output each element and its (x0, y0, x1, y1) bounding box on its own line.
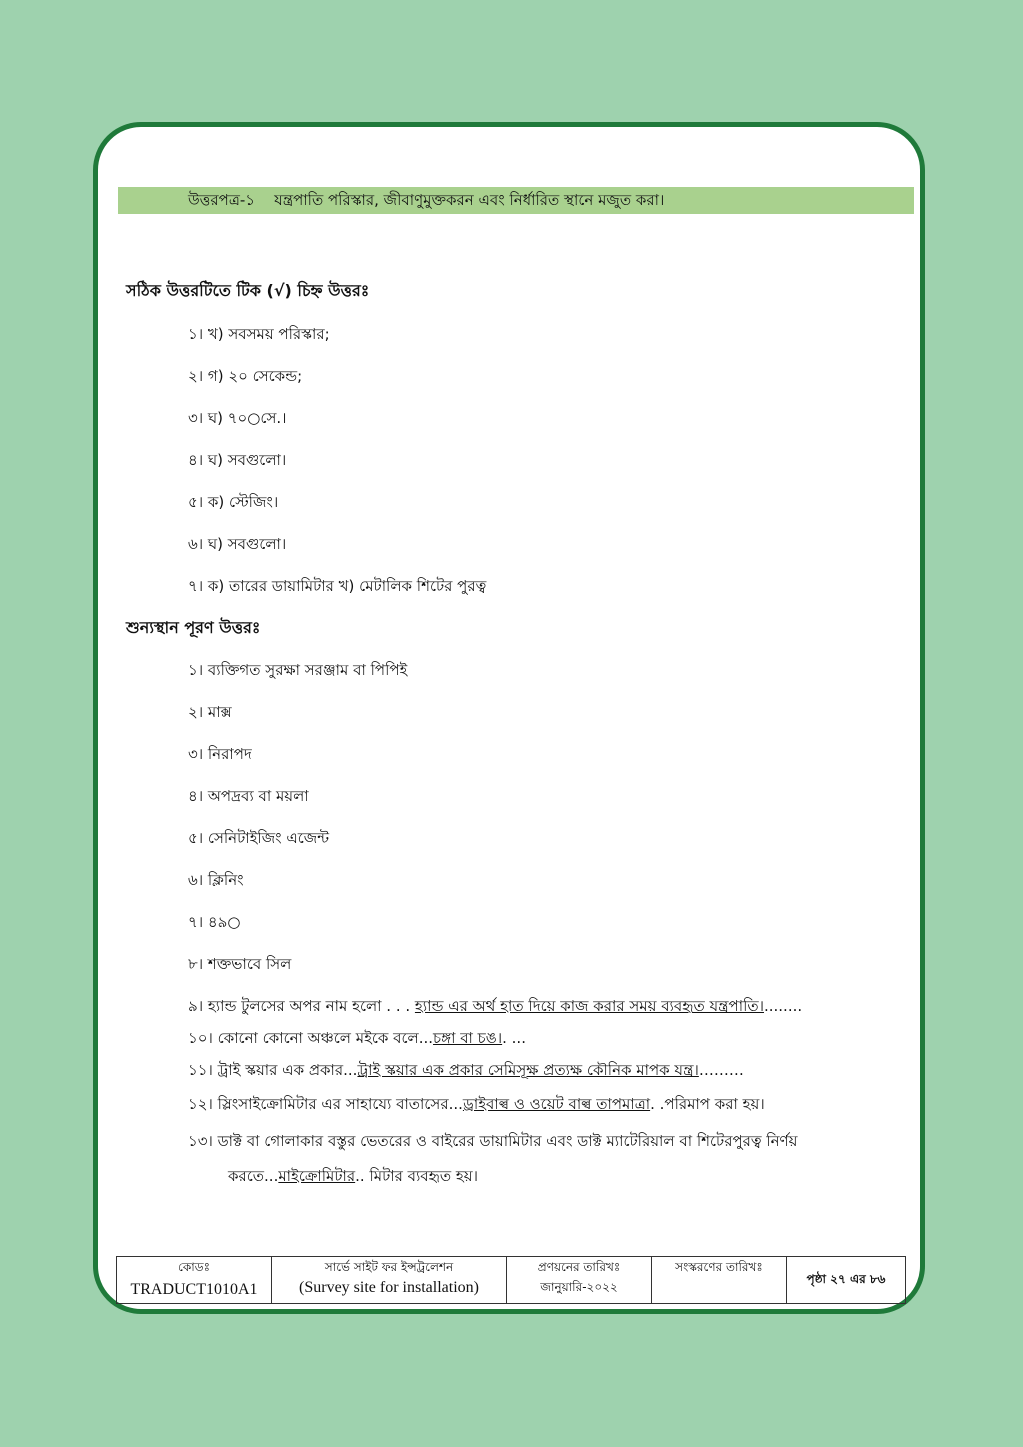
mcq-answer-5: ৫। ক) স্টেজিং। (188, 493, 279, 511)
q9-text: ৯। হ্যান্ড টুলসের অপর নাম হলো . . . (188, 997, 411, 1015)
fill-answer-9 (188, 995, 802, 1020)
footer-code-cell (117, 1257, 272, 1304)
mcq-answer-3: ৩। ঘ) ৭০○সে.। (188, 409, 287, 427)
q12-suffix: . .পরিমাপ করা হয়। (650, 1095, 765, 1113)
footer-rev-label: সংস্করণের তারিখঃ (675, 1260, 763, 1274)
footer-prep-label: প্রণয়নের তারিখঃ (537, 1260, 621, 1274)
q10-dots: . ... (502, 1029, 526, 1047)
fill-answer-4: ৪। অপদ্রব্য বা ময়লা (188, 787, 309, 805)
fill-answer-11 (188, 1059, 744, 1084)
q13-text: করতে... (228, 1167, 279, 1185)
fill-answer-13: ১৩। ডাক্ট বা গোলাকার বস্তুর ভেতরের ও বাইরের ডায়ামিটার এবং ডাক্ট ম্যাটেরিয়াল বা শিটেরপুরত্ব নির্ণয় (188, 1132, 798, 1150)
fill-answer-12 (188, 1093, 765, 1118)
q12-answer: ড্রাইবাল্ব ও ওয়েট বাল্ব তাপমাত্রা (462, 1095, 651, 1113)
mcq-answer-7: ৭। ক) তারের ডায়ামিটার খ) মেটালিক শিটের পুরত্ব (188, 577, 487, 595)
mcq-section-title: সঠিক উত্তরটিতে টিক (√) চিহ্ন উত্তরঃ (126, 281, 370, 300)
fill-section-title: শুন্যস্থান পূরণ উত্তরঃ (126, 618, 261, 637)
q13-suffix: .. মিটার ব্যবহৃত হয়। (355, 1167, 478, 1185)
q12-text: ১২। স্লিংসাইক্রোমিটার এর সাহায্যে বাতাসের... (188, 1095, 463, 1113)
fill-answer-5: ৫। সেনিটাইজিং এজেন্ট (188, 829, 330, 847)
footer-code-value: TRADUCT1010A1 (130, 1281, 258, 1298)
q9-answer: হ্যান্ড এর অর্থ হাত দিয়ে কাজ করার সময় ব্যবহৃত যন্ত্রপাতি। (414, 997, 764, 1015)
fill-answer-10 (188, 1027, 526, 1052)
footer-course-bn: সার্ভে সাইট ফর ইন্সট্রলেশন (324, 1260, 454, 1274)
q9-dots: ........ (763, 997, 803, 1015)
footer-code-label: কোডঃ (178, 1260, 210, 1274)
footer-rev-cell (652, 1257, 787, 1304)
footer-course-en: (Survey site for installation) (299, 1279, 479, 1296)
footer-page-number: পৃষ্ঠা ২৭ এর ৮৬ (806, 1272, 886, 1286)
q10-text: ১০। কোনো কোনো অঞ্চলে মইকে বলে... (188, 1029, 434, 1047)
q11-dots: ……… (698, 1061, 744, 1079)
mcq-answer-1: ১। খ) সবসময় পরিস্কার; (188, 325, 330, 343)
fill-answer-3: ৩। নিরাপদ (188, 745, 252, 763)
footer-page-cell (787, 1257, 906, 1304)
footer-prep-cell (507, 1257, 652, 1304)
q10-answer: চঙ্গা বা চঙ। (433, 1029, 503, 1047)
q13-answer: মাইক্রোমিটার (278, 1167, 356, 1185)
footer-course-cell (272, 1257, 507, 1304)
q11-text: ১১। ট্রাই স্কয়ার এক প্রকার... (188, 1061, 358, 1079)
fill-answer-8: ৮। শক্তভাবে সিল (188, 955, 292, 973)
mcq-answer-2: ২। গ) ২০ সেকেন্ড; (188, 367, 303, 385)
q11-answer: ট্রাই স্কয়ার এক প্রকার সেমিসূক্ষ প্রত্যক্ষ কৌনিক মাপক যন্ত্র। (357, 1061, 699, 1079)
mcq-answer-4: ৪। ঘ) সবগুলো। (188, 451, 287, 469)
fill-answer-13-cont (228, 1165, 478, 1190)
footer-table (116, 1256, 906, 1304)
fill-answer-1: ১। ব্যক্তিগত সুরক্ষা সরঞ্জাম বা পিপিই (188, 661, 408, 679)
header-title: যন্ত্রপাতি পরিস্কার, জীবাণুমুক্তকরন এবং নির্ধারিত স্থানে মজুত করা। (274, 191, 665, 209)
footer-prep-value: জানুয়ারি-২০২২ (540, 1280, 618, 1294)
header-label: উত্তরপত্র-১ (188, 191, 256, 209)
fill-answer-7: ৭। ৪৯○ (188, 913, 241, 931)
mcq-answer-6: ৬। ঘ) সবগুলো। (188, 535, 287, 553)
fill-answer-2: ২। মাক্স (188, 703, 232, 721)
fill-answer-6: ৬। ক্লিনিং (188, 871, 244, 889)
header-band (118, 187, 914, 214)
answer-sheet-page (93, 122, 925, 1314)
